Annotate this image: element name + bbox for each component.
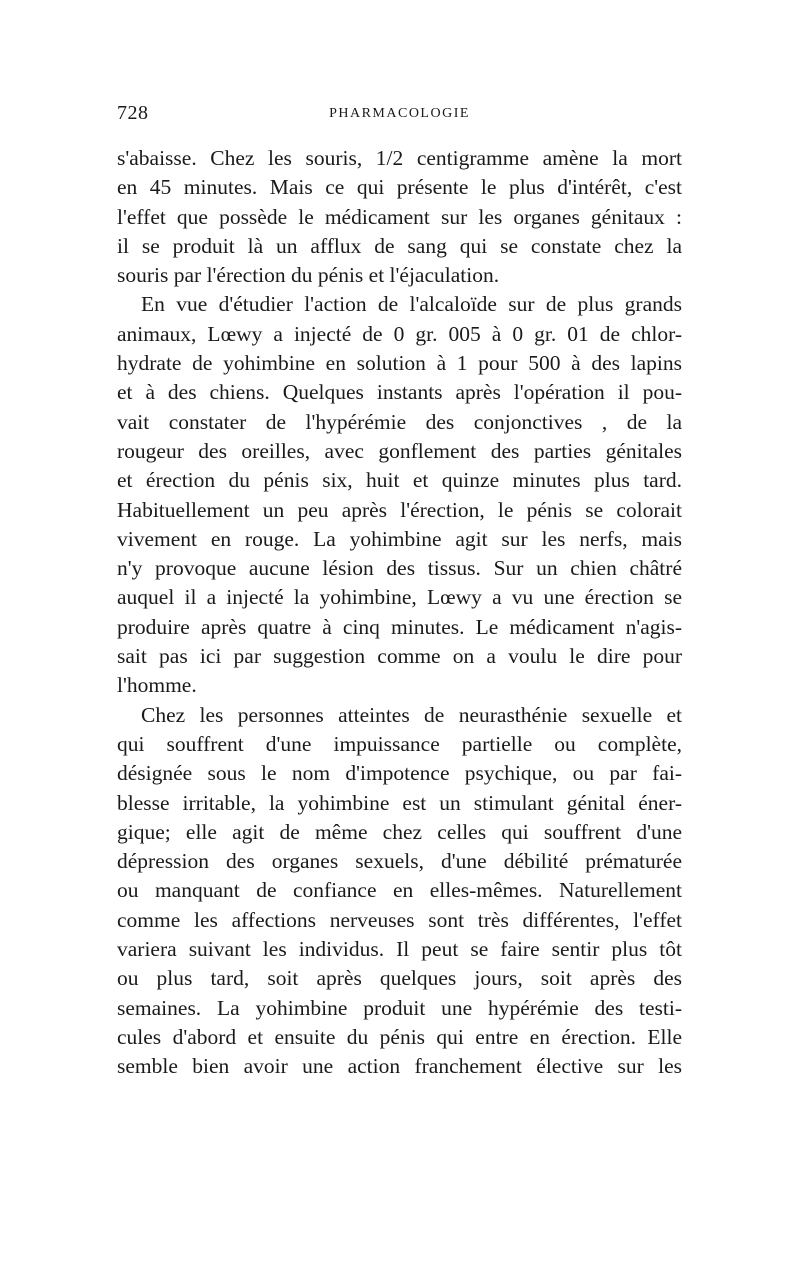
text-line: comme les affections nerveuses sont très différentes, l'effet (117, 907, 682, 932)
text-line: et érection du pénis six, huit et quinze minutes plus tard. (117, 468, 682, 493)
text-line: n'y provoque aucune lésion des tissus. Sur un chien châtré (117, 556, 682, 581)
text-line: vait constater de l'hypérémie des conjonctives , de la (117, 409, 682, 434)
text-line: blesse irritable, la yohimbine est un stimulant génital éner- (117, 790, 682, 815)
text-line: et à des chiens. Quelques instants après l'opération il pou- (117, 380, 682, 405)
page-number: 728 (117, 102, 149, 124)
text-line: En vue d'étudier l'action de l'alcaloïde sur de plus grands (141, 292, 682, 317)
text-line: variera suivant les individus. Il peut se faire sentir plus tôt (117, 937, 682, 962)
text-line: désignée sous le nom d'impotence psychique, ou par fai- (117, 761, 682, 786)
text-line: s'abaisse. Chez les souris, 1/2 centigramme amène la mort (117, 146, 682, 170)
text-line: hydrate de yohimbine en solution à 1 pour 500 à des lapins (117, 351, 682, 376)
text-line: cules d'abord et ensuite du pénis qui entre en érection. Elle (117, 1024, 682, 1049)
text-line: il se produit là un afflux de sang qui se constate chez la (117, 233, 682, 258)
text-line: ou manquant de confiance en elles-mêmes. Naturellement (117, 878, 682, 903)
text-line: auquel il a injecté la yohimbine, Lœwy a vu une érection se (117, 585, 682, 610)
text-line: gique; elle agit de même chez celles qui souffrent d'une (117, 819, 682, 844)
text-line: Habituellement un peu après l'érection, le pénis se colorait (117, 497, 682, 522)
text-line: semaines. La yohimbine produit une hypérémie des testi- (117, 995, 682, 1020)
page-header (117, 100, 682, 134)
text-line: qui souffrent d'une impuissance partielle ou complète, (117, 731, 682, 756)
text-line: produire après quatre à cinq minutes. Le médicament n'agis- (117, 614, 682, 639)
text-line: vivement en rouge. La yohimbine agit sur les nerfs, mais (117, 526, 682, 551)
book-page (117, 100, 682, 1082)
text-line: l'effet que possède le médicament sur les organes génitaux : (117, 204, 682, 229)
text-line: ou plus tard, soit après quelques jours, soit après des (117, 966, 682, 991)
text-line: dépression des organes sexuels, d'une débilité prématurée (117, 849, 682, 874)
text-line: animaux, Lœwy a injecté de 0 gr. 005 à 0 gr. 01 de chlor- (117, 321, 682, 346)
paragraph (117, 144, 682, 290)
text-line: l'homme. (117, 673, 197, 698)
text-line: semble bien avoir une action franchement élective sur les (117, 1054, 682, 1079)
text-line: Chez les personnes atteintes de neurasthénie sexuelle et (141, 702, 682, 727)
text-line: sait pas ici par suggestion comme on a voulu le dire pour (117, 644, 682, 669)
paragraph (117, 701, 682, 1082)
paragraph (117, 290, 682, 700)
body-text (117, 144, 682, 1082)
text-line: en 45 minutes. Mais ce qui présente le plus d'intérêt, c'est (117, 175, 682, 200)
text-line: rougeur des oreilles, avec gonflement des parties génitales (117, 438, 682, 463)
text-line: souris par l'érection du pénis et l'éjaculation. (117, 263, 500, 288)
running-title: PHARMACOLOGIE (329, 106, 470, 121)
